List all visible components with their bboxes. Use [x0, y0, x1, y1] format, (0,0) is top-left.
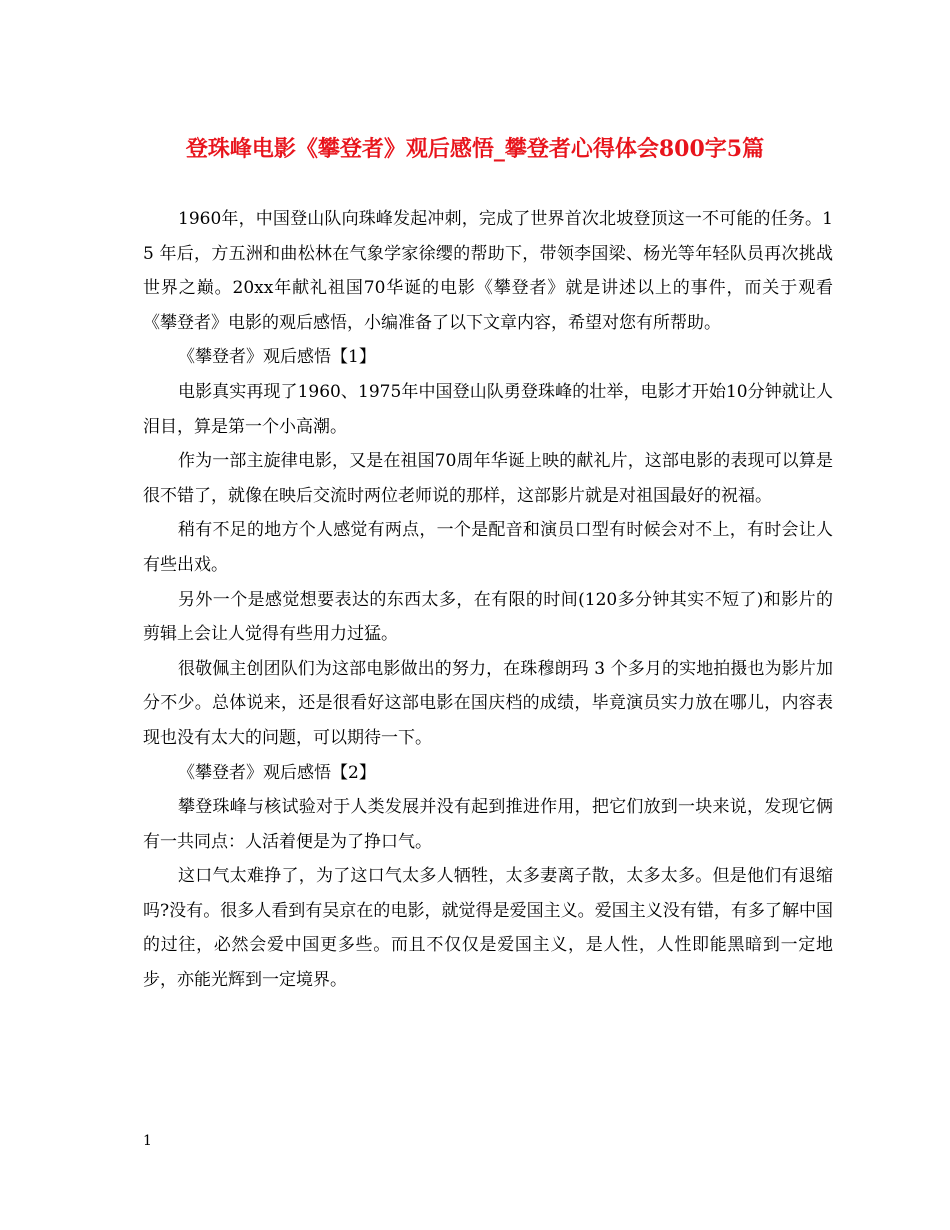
section1-paragraph: 另外一个是感觉想要表达的东西太多，在有限的时间(120多分钟其实不短了)和影片的剪辑上会让人觉得有些用力过猛。 — [143, 589, 833, 645]
document-body — [143, 202, 833, 998]
section-heading-2: 《攀登者》观后感悟【2】 — [178, 762, 376, 783]
section2-paragraph: 这口气太难挣了，为了这口气太多人牺牲，太多妻离子散，太多太多。但是他们有退缩吗?没有。很多人看到有吴京在的电影，就觉得是爱国主义。爱国主义没有错，有多了解中国的过往，必然会爱中国更多些。而且不仅仅是爱国主义，是人性，人性即能黑暗到一定地步，亦能光辉到一定境界。 — [143, 866, 833, 991]
section-heading-1: 《攀登者》观后感悟【1】 — [178, 347, 376, 368]
section1-paragraph: 作为一部主旋律电影，又是在祖国70周年华诞上映的献礼片，这部电影的表现可以算是很不错了，就像在映后交流时两位老师说的那样，这部影片就是对祖国最好的祝福。 — [143, 451, 833, 506]
section2-paragraph: 攀登珠峰与核试验对于人类发展并没有起到推进作用，把它们放到一块来说，发现它俩有一共同点：人活着便是为了挣口气。 — [143, 797, 833, 852]
document-title: 登珠峰电影《攀登者》观后感悟_攀登者心得体会800字5篇 — [185, 136, 765, 162]
page-number: 1 — [143, 1133, 152, 1149]
section1-paragraph: 电影真实再现了1960、1975年中国登山队勇登珠峰的壮举，电影才开始10分钟就让人泪目，算是第一个小高潮。 — [143, 381, 833, 437]
section1-paragraph: 稍有不足的地方个人感觉有两点，一个是配音和演员口型有时候会对不上，有时会让人有些出戏。 — [143, 520, 833, 575]
section1-paragraph: 很敬佩主创团队们为这部电影做出的努力，在珠穆朗玛 3 个多月的实地拍摄也为影片加分不少。总体说来，还是很看好这部电影在国庆档的成绩，毕竟演员实力放在哪儿，内容表现也没有太大的问题，可以期待一下。 — [143, 658, 833, 748]
intro-paragraph: 1960年，中国登山队向珠峰发起冲刺，完成了世界首次北坡登顶这一不可能的任务。15 年后，方五洲和曲松林在气象学家徐缨的帮助下，带领李国梁、杨光等年轻队员再次挑战世界之巅。20xx年献礼祖国70华诞的电影《攀登者》就是讲述以上的事件，而关于观看《攀登者》电影的观后感悟，小编准备了以下文章内容，希望对您有所帮助。 — [143, 209, 833, 333]
